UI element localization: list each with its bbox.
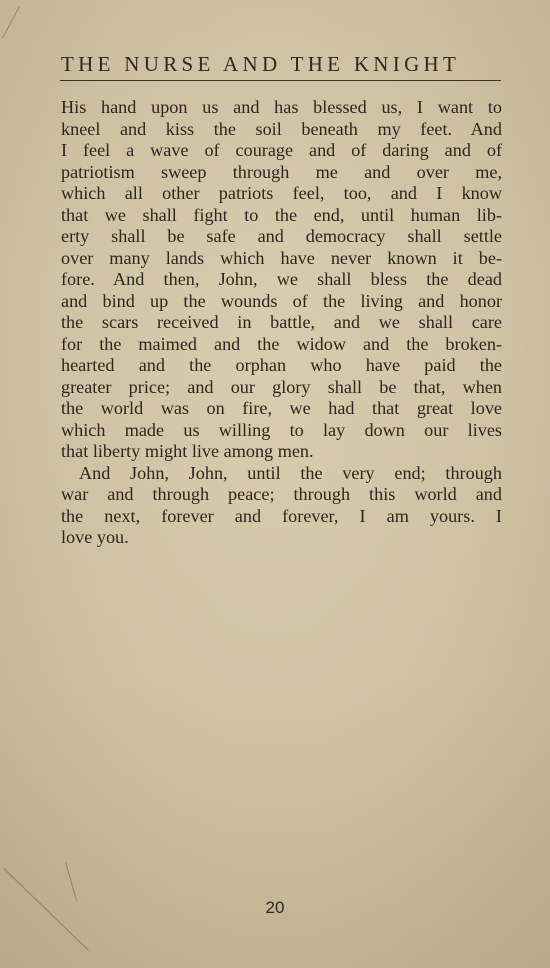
text-line: and bind up the wounds of the living and honor <box>61 290 502 311</box>
text-line: His hand upon us and has blessed us, I want to <box>61 97 502 117</box>
text-line: hearted and the orphan who have paid the <box>61 355 502 375</box>
text-line: fore. And then, John, we shall bless the dead <box>61 269 502 289</box>
text-line: over many lands which have never known it be- <box>61 247 502 268</box>
text-line: erty shall be safe and democracy shall settle <box>61 226 502 246</box>
text-line: which made us willing to lay down our lives <box>61 419 502 440</box>
text-line: war and through peace; through this world and <box>61 484 502 504</box>
text-line: love you. <box>61 527 129 547</box>
text-line: that liberty might live among men. <box>61 441 314 461</box>
text-line: I feel a wave of courage and of daring and of <box>61 140 502 160</box>
page-crease-bottom-left-2 <box>65 862 77 901</box>
text-line: for the maimed and the widow and the broken- <box>61 333 502 354</box>
text-line: which all other patriots feel, too, and I know <box>61 183 502 203</box>
text-line: kneel and kiss the soil beneath my feet. And <box>61 118 502 139</box>
text-line: the scars received in battle, and we shall care <box>61 312 502 332</box>
running-head-rule <box>60 80 501 81</box>
running-head: THE NURSE AND THE KNIGHT <box>61 52 461 76</box>
text-line: that we shall fight to the end, until human lib- <box>61 204 502 225</box>
body-text <box>61 97 502 549</box>
text-line: patriotism sweep through me and over me, <box>61 161 502 182</box>
text-line: the next, forever and forever, I am yours. I <box>61 505 502 526</box>
page-number: 20 <box>265 898 285 917</box>
page-crease-top-left <box>2 6 20 38</box>
text-line: the world was on fire, we had that great love <box>61 398 502 418</box>
paragraph <box>61 97 502 463</box>
paragraph <box>61 463 502 549</box>
text-line: And John, John, until the very end; through <box>79 462 502 483</box>
text-line: greater price; and our glory shall be that, when <box>61 376 502 397</box>
